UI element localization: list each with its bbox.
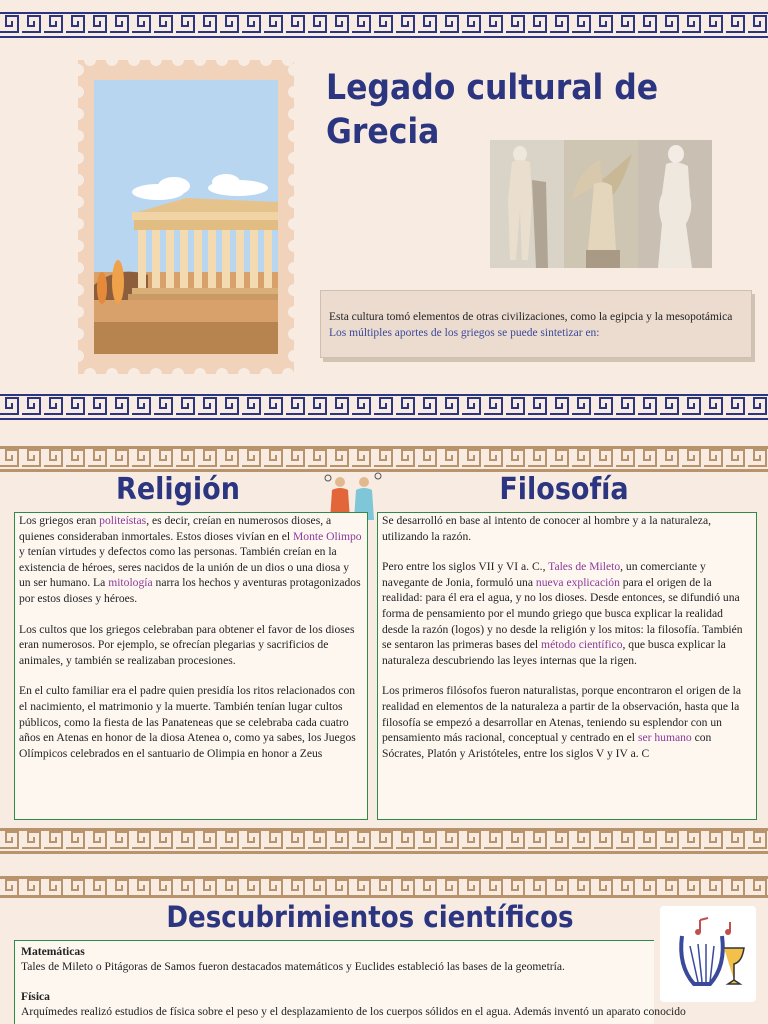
descubrimientos-title: Descubrimientos científicos	[166, 900, 574, 934]
filosofia-text: para el origen de la realidad: para él era el agua, y no los dioses. Desde entonces, se difundió una forma de pensamiento por el mundo griego que busca explicar la realidad desde la razón (logos) y no desde la religión y los mitos: la filosofía. También se sentaron las primeras bases del	[382, 575, 743, 652]
religion-box	[14, 512, 368, 820]
religion-paragraph-1	[19, 513, 363, 607]
page-title-line1: Legado cultural de	[326, 68, 659, 108]
page-title-line2: Grecia	[326, 112, 440, 152]
filosofia-text: , un comerciante y navegante de Jonia, formuló una	[382, 560, 706, 589]
greek-key-border-top	[0, 12, 768, 38]
religion-text: narra los hechos y aventuras protagonizados por estos dioses y héroes.	[19, 576, 361, 605]
intro-text: Esta cultura tomó elementos de otras civilizaciones, como la egipcia y la mesopotámica	[329, 311, 733, 323]
intro-box	[320, 290, 752, 358]
greek-key-border-middle	[0, 394, 768, 420]
filosofia-text: , que busca explicar la naturaleza descubriendo las leyes internas que la rigen.	[382, 638, 726, 667]
filosofia-highlight-tales: Tales de Mileto	[548, 560, 621, 574]
intro-highlight: Los múltiples aportes de los griegos se puede sintetizar en:	[329, 327, 600, 339]
religion-title: Religión	[116, 472, 240, 507]
religion-text: Los griegos eran	[19, 514, 100, 527]
greek-key-border-brown-top	[0, 446, 768, 472]
filosofia-highlight-explicacion: nueva explicación	[535, 575, 620, 589]
matematicas-heading-text: Matemáticas	[21, 945, 85, 958]
greek-key-border-brown-middle	[0, 828, 768, 854]
matematicas-text: Tales de Mileto o Pitágoras de Samos fueron destacados matemáticos y Euclides estableció las bases de la geometría.	[21, 960, 565, 974]
filosofia-paragraph-3	[382, 683, 752, 761]
filosofia-paragraph-2	[382, 559, 752, 668]
filosofia-paragraph-1: Se desarrolló en base al intento de conocer al hombre y a la naturaleza, utilizando la razón.	[382, 514, 711, 543]
religion-highlight-politeistas: politeístas	[99, 514, 147, 527]
fisica-heading-text: Física	[21, 989, 50, 1003]
religion-text: , es decir, creían en numerosos dioses, a quienes consideraban inmortales. Estos dioses vivían en el	[19, 514, 332, 543]
greek-statues-photo	[490, 140, 712, 268]
lyre-icon	[660, 906, 756, 1002]
fisica-heading	[21, 989, 648, 1004]
religion-highlight-mitologia: mitología	[108, 576, 153, 590]
religion-paragraph-3: En el culto familiar era el padre quien presidía los ritos relacionados con el nacimiento, el matrimonio y la muerte. También tenían lugar cultos públicos, como la fiesta de las Panateneas que se celebraba cada cuatro años en Atenas en honor de la diosa Atenea o, como ya sabes, los Juegos Olímpicos celebrados en el santuario de Olimpia en honor a Zeus	[19, 684, 356, 760]
statues-illustration	[490, 140, 712, 268]
filosofia-highlight-metodo: método científico	[541, 638, 623, 652]
filosofia-text: con Sócrates, Platón y Aristóteles, entre los siglos V y IV a. C	[382, 731, 712, 760]
parthenon-illustration	[78, 60, 294, 374]
filosofia-text: Los primeros filósofos fueron naturalistas, porque encontraron el origen de la realidad en elementos de la naturaleza a partir de la observación, hasta que la filosofía se empezó a desarrollar en Atenas, teniendo su esplendor con un pensamiento más racional, conceptual y centrado en el	[382, 684, 741, 745]
greek-key-border-brown-bottom	[0, 876, 768, 898]
filosofia-box	[377, 512, 757, 820]
lyre-illustration	[660, 906, 756, 1002]
religion-highlight-olimpo: Monte Olimpo	[293, 529, 362, 543]
fisica-text: Arquímedes realizó estudios de física sobre el peso y el desplazamiento de los cuerpos sólidos en el agua. Además inventó un aparato conocido	[21, 1005, 686, 1019]
descubrimientos-box	[14, 940, 686, 1024]
filosofia-highlight-ser-humano: ser humano	[637, 731, 692, 745]
parthenon-stamp	[78, 60, 294, 374]
religion-paragraph-2: Los cultos que los griegos celebraban para obtener el favor de los dioses eran numerosos. Por ejemplo, se ofrecían plegarias y sacrificios de animales, y también se realizaban procesiones.	[19, 622, 355, 667]
filosofia-text: Pero entre los siglos VII y VI a. C.,	[382, 560, 549, 574]
matematicas-heading	[21, 944, 648, 959]
religion-text: y tenían virtudes y defectos como las personas. También creían en la existencia de héroes, seres nacidos de la unión de un dios o una diosa y un ser humano. La	[19, 545, 350, 590]
filosofia-title: Filosofía	[499, 472, 629, 507]
